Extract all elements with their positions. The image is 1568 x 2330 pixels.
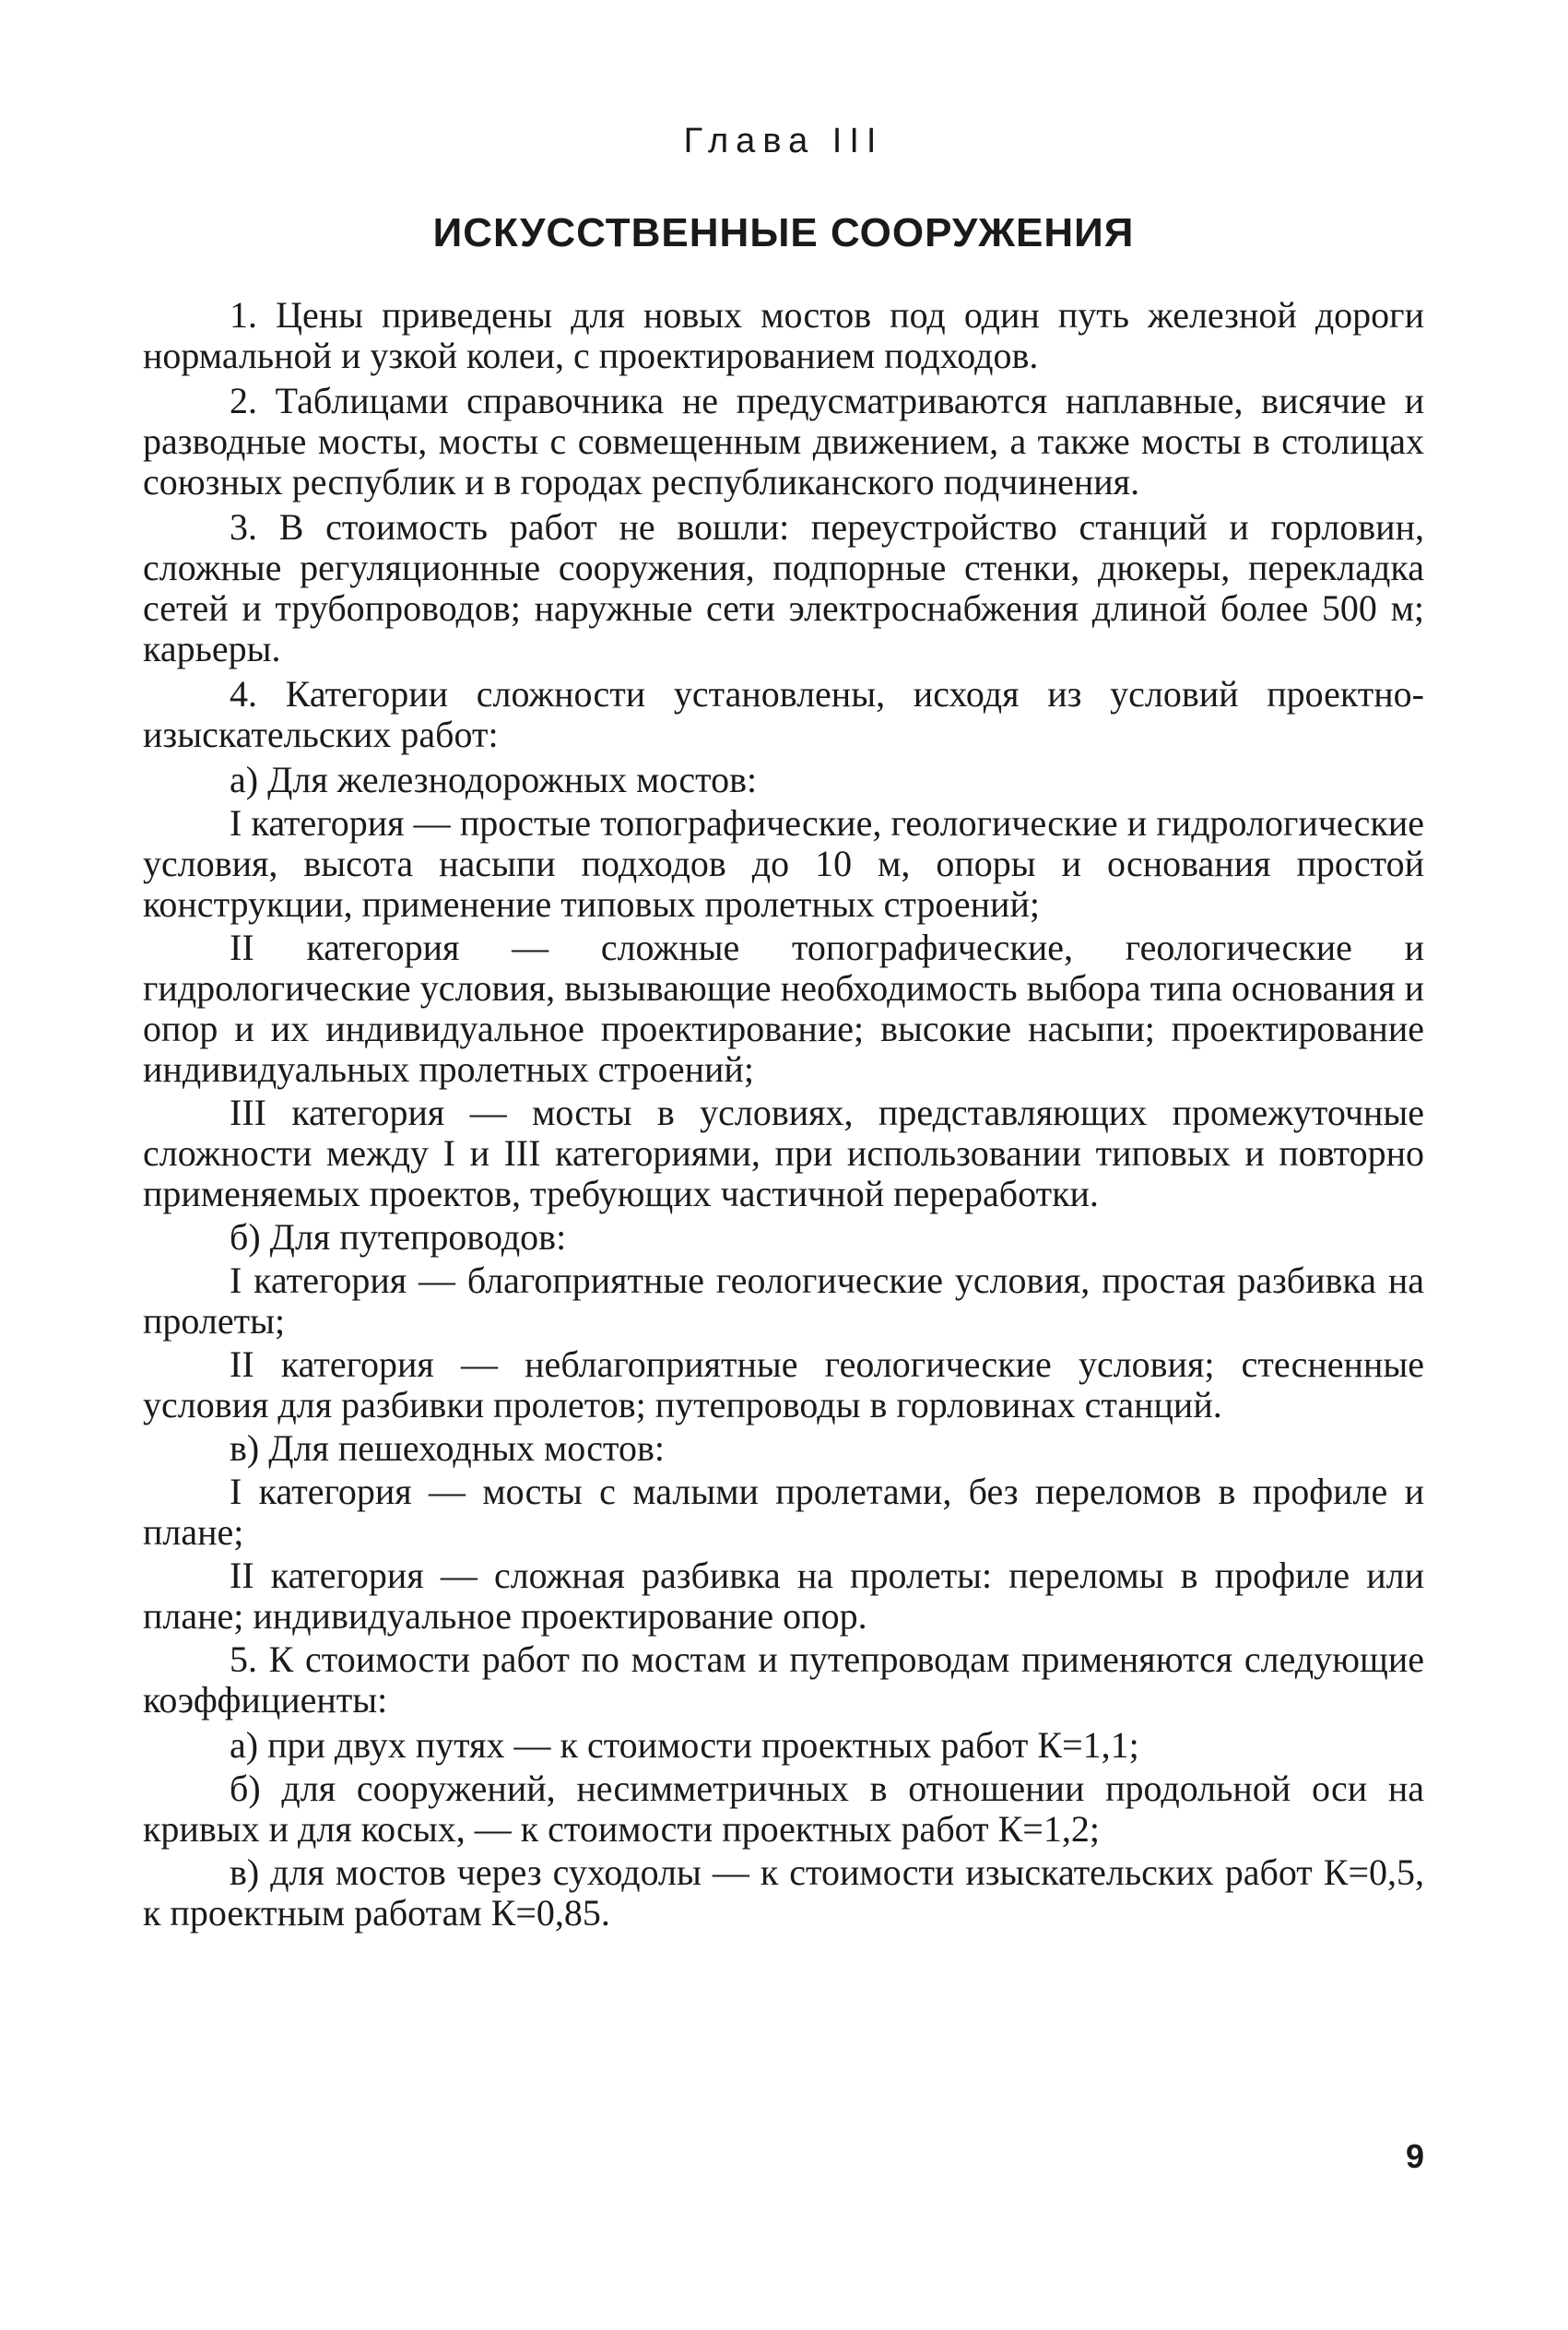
coefficient-b: б) для сооружений, несимметричных в отношении продольной оси на кривых и для косых, — к стоимости проектных работ К=1,2; xyxy=(143,1768,1424,1850)
chapter-title: ИСКУССТВЕННЫЕ СООРУЖЕНИЯ xyxy=(432,210,1135,255)
pedestrian-bridge-category-2: II категория — сложная разбивка на пролеты: переломы в профиле или плане; индивидуальное проектирование опор. xyxy=(143,1555,1424,1637)
paragraph-4: 4. Категории сложности установлены, исходя из условий проектно-изыскательских работ: xyxy=(143,673,1424,755)
paragraph-3: 3. В стоимость работ не вошли: переустройство станций и горловин, сложные регуляционные сооружения, подпорные стенки, дюкеры, перекладка сетей и трубопроводов; наружные сети электроснабжения длиной более 500 м; карьеры. xyxy=(143,506,1424,669)
rail-bridge-category-1: I категория — простые топографические, геологические и гидрологические условия, высота насыпи подходов до 10 м, опоры и основания простой конструкции, применение типовых пролетных строений; xyxy=(143,802,1424,925)
subsection-v-heading: в) Для пешеходных мостов: xyxy=(230,1427,666,1469)
coefficient-v: в) для мостов через суходолы — к стоимости изыскательских работ К=0,5, к проектным работам К=0,85. xyxy=(143,1851,1424,1934)
overpass-category-2: II категория — неблагоприятные геологические условия; стесненные условия для разбивки пролетов; путепроводы в горловинах станций. xyxy=(143,1343,1424,1425)
document-body xyxy=(143,295,1424,1936)
rail-bridge-category-3: III категория — мосты в условиях, представляющих промежуточные сложности между I и III категориями, при использовании типовых и повторно применяемых проектов, требующих частичной переработки. xyxy=(143,1092,1424,1214)
pedestrian-bridge-category-1: I категория — мосты с малыми пролетами, без переломов в профиле и плане; xyxy=(143,1471,1424,1553)
subsection-a-heading: а) Для железнодорожных мостов: xyxy=(230,759,758,800)
document-page xyxy=(143,0,1424,2330)
paragraph-1: 1. Цены приведены для новых мостов под один путь железной дороги нормальной и узкой колеи, с проектированием подходов. xyxy=(143,294,1424,376)
page-number: 9 xyxy=(1405,2137,1424,2175)
rail-bridge-category-2: II категория — сложные топографические, геологические и гидрологические условия, вызывающие необходимость выбора типа основания и опор и их индивидуальное проектирование; высокие насыпи; проектирование индивидуальных пролетных строений; xyxy=(143,927,1424,1090)
paragraph-2: 2. Таблицами справочника не предусматриваются наплавные, висячие и разводные мосты, мосты с совмещенным движением, а также мосты в столицах союзных республик и в городах республиканского подчинения. xyxy=(143,380,1424,503)
overpass-category-1: I категория — благоприятные геологические условия, простая разбивка на пролеты; xyxy=(143,1260,1424,1342)
coefficient-a: а) при двух путях — к стоимости проектных работ К=1,1; xyxy=(230,1724,1139,1766)
chapter-heading: Глава III xyxy=(683,122,884,160)
paragraph-5: 5. К стоимости работ по мостам и путепроводам применяются следующие коэффициенты: xyxy=(143,1638,1424,1721)
subsection-b-heading: б) Для путепроводов: xyxy=(230,1216,567,1258)
